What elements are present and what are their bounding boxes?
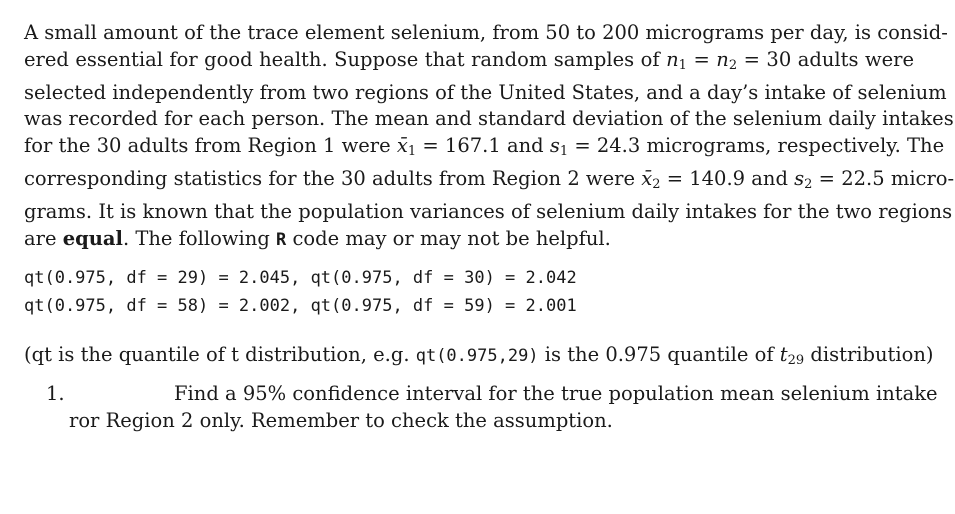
math-x1: $x̄_1$ (396, 134, 417, 160)
emphasis-equal: equal (62, 226, 123, 250)
paragraph-line-8: are equal. The following R code may or may not be helpful. (24, 226, 611, 250)
paragraph-line-1: A small amount of the trace element selenium, from 50 to 200 micrograms per day, is consid- (24, 21, 948, 44)
question-number: 1. (46, 382, 65, 405)
r-language-label: R (276, 229, 287, 250)
paragraph-line-5: for the 30 adults from Region 1 were $x̄_1 = 167.1$ and $s_1 = 24.3$ micrograms, respectively. The (24, 134, 945, 160)
paragraph-line-7: grams. It is known that the population variances of selenium daily intakes for the two regions (24, 199, 953, 223)
quantile-note: (qt is the quantile of t distribution, e.g. qt(0.975,29) is the 0.975 quantile of $t_{29}$ distribution) (24, 343, 934, 368)
math-s1: $s_1$ (549, 134, 569, 160)
math-t29: $t_{29}$ (779, 343, 805, 368)
question-text-line-1: Find a 95% confidence interval for the true population mean selenium intake (174, 382, 938, 405)
math-s2: $s_2$ (794, 166, 813, 192)
math-x2: $x̄_2$ (641, 166, 661, 192)
math-n1: $n_1$ (666, 47, 687, 73)
math-n2: $n_2$ (716, 47, 738, 73)
code-line-1: qt(0.975, df = 29) = 2.045, qt(0.975, df = 30) = 2.042 (24, 268, 577, 288)
question-text-line-2: ror Region 2 only. Remember to check the assumption. (69, 409, 613, 432)
note-code: qt(0.975,29) (415, 346, 539, 366)
paragraph-line-6: corresponding statistics for the 30 adults from Region 2 were $x̄_2 = 140.9$ and $s_2 = 22.5$ micro- (24, 166, 955, 192)
paragraph-line-2: ered essential for good health. Suppose that random samples of $n_1 = n_2 = 30$ adults were (24, 47, 915, 73)
paragraph-line-3: selected independently from two regions of the United States, and a day’s intake of selenium (24, 80, 947, 104)
code-line-2: qt(0.975, df = 58) = 2.002, qt(0.975, df = 59) = 2.001 (24, 296, 577, 316)
r-code-block (24, 264, 577, 320)
problem-paragraph (24, 20, 955, 253)
paragraph-line-4: was recorded for each person. The mean and standard deviation of the selenium daily intakes (24, 107, 954, 131)
